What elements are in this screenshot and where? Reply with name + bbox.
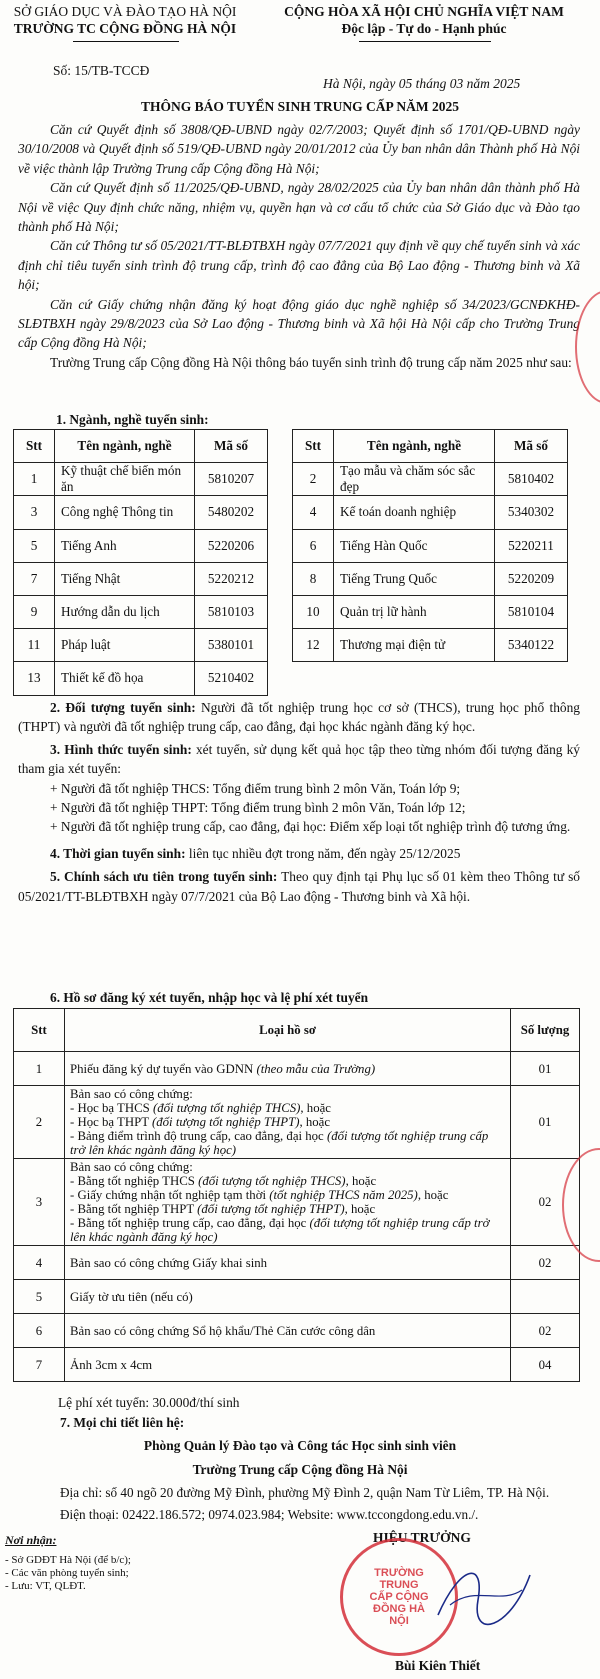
type-text: - Học bạ THPT — [70, 1115, 152, 1129]
section-2-text: Người đã tốt nghiệp trung học cơ sở (THCS), trung học phổ thông (THPT) và người đã tốt nghiệp trung cấp, cao đẳng, đại học khác ngành đăng ký học. — [18, 700, 580, 735]
section-3-item: + Người đã tốt nghiệp THCS: Tổng điểm trung bình 2 môn Văn, Toán lớp 9; — [50, 780, 461, 796]
section-4-text: liên tục nhiều đợt trong năm, đến ngày 25/12/2025 — [185, 845, 461, 861]
documents-table — [13, 1008, 580, 1382]
section-4-label: 4. Thời gian tuyển sinh: — [50, 845, 186, 861]
document-number: Số: 15/TB-TCCĐ — [53, 63, 150, 78]
type-cell: Bản sao có công chứng Sổ hộ khẩu/Thẻ Căn cước công dân — [65, 1314, 511, 1348]
type-text: - Bằng tốt nghiệp THCS — [70, 1174, 199, 1188]
type-heading: Bản sao có công chứng: — [70, 1087, 193, 1101]
code-cell: 5810207 — [195, 463, 268, 496]
code-cell: 5220209 — [495, 562, 568, 595]
code-cell: 5380101 — [195, 629, 268, 662]
stt-cell: 5 — [14, 1280, 65, 1314]
type-text: - Bằng tốt nghiệp trung cấp, cao đẳng, đại học — [70, 1216, 310, 1230]
qty-cell: 01 — [511, 1052, 580, 1086]
type-cell — [65, 1052, 511, 1086]
name-cell: Kỹ thuật chế biến món ăn — [55, 463, 195, 496]
code-cell: 5810402 — [495, 463, 568, 496]
contact-school: Trường Trung cấp Cộng đồng Hà Nội — [192, 1462, 408, 1477]
type-note: (đối tượng tốt nghiệp THPT) — [152, 1115, 300, 1129]
recipient-item: - Các văn phòng tuyển sinh; — [5, 1567, 129, 1579]
table-row — [293, 629, 568, 662]
type-cell: Bản sao có công chứng Giấy khai sinh — [65, 1246, 511, 1280]
document-date: Hà Nội, ngày 05 tháng 03 năm 2025 — [323, 76, 521, 91]
application-fee: Lệ phí xét tuyển: 30.000đ/thí sinh — [58, 1395, 240, 1410]
table-row — [14, 496, 268, 529]
section-3-item: + Người đã tốt nghiệp trung cấp, cao đẳng, đại học: Điểm xếp loại tốt nghiệp trình độ tương ứng. — [50, 819, 571, 835]
type-tail: , hoặc — [300, 1101, 331, 1115]
code-cell: 5810103 — [195, 595, 268, 628]
code-cell: 5480202 — [195, 496, 268, 529]
col-name-header: Tên ngành, nghề — [55, 430, 195, 463]
type-heading: Bản sao có công chứng: — [70, 1160, 193, 1174]
country-name: CỘNG HÒA XÃ HỘI CHỦ NGHĨA VIỆT NAM — [284, 4, 564, 19]
preamble-item: Căn cứ Thông tư số 05/2021/TT-BLĐTBXH ngày 07/7/2021 quy định về quy chế tuyển sinh và xác định chỉ tiêu tuyển sinh trình độ trung cấp, trình độ cao đẳng của Bộ Lao động - Thương binh và Xã hội; — [18, 238, 580, 293]
header-right — [248, 3, 600, 37]
type-cell — [65, 1086, 511, 1159]
preamble-item: Căn cứ Quyết định số 11/2025/QĐ-UBND, ngày 28/02/2025 của Ủy ban nhân dân thành phố Hà Nội về việc Quy định chức năng, nhiệm vụ, quyền hạn và cơ cấu tổ chức của Sở Giáo dục và Đào tạo thành phố Hà Nội; — [18, 180, 580, 235]
stt-cell: 2 — [14, 1086, 65, 1159]
school-name: TRƯỜNG TC CỘNG ĐỒNG HÀ NỘI — [13, 21, 237, 36]
table-row — [293, 562, 568, 595]
table-header-row — [293, 430, 568, 463]
section-3 — [18, 740, 580, 779]
stt-cell: 4 — [293, 496, 334, 529]
majors-table-right — [292, 429, 568, 662]
type-tail: , hoặc — [417, 1188, 449, 1202]
name-cell: Thương mại điện tử — [334, 629, 495, 662]
qty-cell: 01 — [511, 1086, 580, 1159]
code-cell: 5220206 — [195, 529, 268, 562]
section-7-heading: 7. Mọi chi tiết liên hệ: — [60, 1415, 185, 1430]
qty-cell: 02 — [511, 1159, 580, 1246]
table-row — [14, 629, 268, 662]
type-text: Phiếu đăng ký dự tuyển vào GDNN — [70, 1061, 257, 1076]
table-row — [14, 1086, 580, 1159]
document-title: THÔNG BÁO TUYỂN SINH TRUNG CẤP NĂM 2025 — [141, 99, 459, 114]
stt-cell: 6 — [293, 529, 334, 562]
col-code-header: Mã số — [495, 430, 568, 463]
table-row — [14, 1246, 580, 1280]
stt-cell: 9 — [14, 595, 55, 628]
table-row — [293, 463, 568, 496]
table-row — [293, 496, 568, 529]
type-tail: , hoặc — [344, 1202, 376, 1216]
section-4 — [18, 844, 580, 863]
qty-cell: 02 — [511, 1246, 580, 1280]
section-5-label: 5. Chính sách ưu tiên trong tuyển sinh: — [50, 869, 278, 885]
recipient-item: - Lưu: VT, QLĐT. — [5, 1580, 86, 1592]
type-note: (đối tượng tốt nghiệp THCS) — [198, 1174, 346, 1188]
code-cell: 5210402 — [195, 662, 268, 695]
table-row — [14, 1280, 580, 1314]
table-row — [14, 1314, 580, 1348]
code-cell: 5220212 — [195, 562, 268, 595]
name-cell: Quản trị lữ hành — [334, 595, 495, 628]
type-line — [70, 1101, 505, 1115]
table-row — [14, 595, 268, 628]
stt-cell: 4 — [14, 1246, 65, 1280]
name-cell: Tiếng Hàn Quốc — [334, 529, 495, 562]
type-note: (đối tượng tốt nghiệp THCS) — [152, 1101, 301, 1115]
section-5 — [18, 867, 580, 906]
col-stt-header: Stt — [14, 1009, 65, 1052]
motto: Độc lập - Tự do - Hạnh phúc — [341, 21, 507, 36]
stt-cell: 7 — [14, 1348, 65, 1382]
intro-text: Trường Trung cấp Cộng đồng Hà Nội thông báo tuyển sinh trình độ trung cấp năm 2025 như sau: — [50, 354, 572, 370]
code-cell: 5340122 — [495, 629, 568, 662]
stt-cell: 8 — [293, 562, 334, 595]
name-cell: Hướng dẫn du lịch — [55, 595, 195, 628]
table-row — [14, 1348, 580, 1382]
seal-text: TRƯỜNG TRUNG CẤP CỘNG ĐỒNG HÀ NỘI — [369, 1567, 429, 1627]
table-row — [14, 1052, 580, 1086]
type-line — [70, 1188, 505, 1202]
name-cell: Tiếng Anh — [55, 529, 195, 562]
col-code-header: Mã số — [195, 430, 268, 463]
preamble-item: Căn cứ Quyết định số 3808/QĐ-UBND ngày 02/7/2003; Quyết định số 1701/QĐ-UBND ngày 30/10/2008 và Quyết định số 519/QĐ-UBND ngày 20/01/2012 của Ủy ban nhân dân Thành phố Hà Nội về việc thành lập Trường Trung cấp Cộng đồng Hà Nội; — [18, 122, 580, 176]
section-3-text: xét tuyển, sử dụng kết quả học tập theo từng nhóm đối tượng đăng ký tham gia xét tuyển: — [18, 741, 580, 777]
type-text: - Học bạ THCS — [70, 1101, 153, 1115]
table-header-row — [14, 430, 268, 463]
type-note: (đối tượng tốt nghiệp trung cấp trở lên khác ngành đăng ký học) — [70, 1216, 490, 1244]
contact-phone-website: Điện thoại: 02422.186.572; 0974.023.984; Website: www.tccongdong.edu.vn./. — [60, 1507, 479, 1522]
type-line — [70, 1202, 505, 1216]
stt-cell: 1 — [14, 1052, 65, 1086]
contact-department: Phòng Quản lý Đào tạo và Công tác Học sinh sinh viên — [143, 1438, 457, 1453]
type-cell: Giấy tờ ưu tiên (nếu có) — [65, 1280, 511, 1314]
signer-name: Bùi Kiên Thiết — [395, 1658, 481, 1673]
sections-2-5 — [18, 698, 580, 906]
stt-cell: 3 — [14, 1159, 65, 1246]
code-cell: 5220211 — [495, 529, 568, 562]
table-row — [293, 595, 568, 628]
type-tail: , hoặc — [345, 1174, 377, 1188]
type-text: - Bảng điểm trình độ trung cấp, cao đẳng, đại học — [70, 1129, 327, 1143]
qty-cell — [511, 1280, 580, 1314]
preamble-item: Căn cứ Giấy chứng nhận đăng ký hoạt động giáo dục nghề nghiệp số 34/2023/GCNĐKHĐ-SLĐTBXH ngày 29/8/2023 của Sở Lao động - Thương binh và Xã hội Hà Nội cấp cho Trường Trung cấp Cộng đồng Hà Nội; — [18, 296, 580, 351]
signature-scribble — [430, 1545, 540, 1640]
stt-cell: 11 — [14, 629, 55, 662]
section-2-label: 2. Đối tượng tuyển sinh: — [50, 700, 196, 715]
contact-address: Địa chỉ: số 40 ngõ 20 đường Mỹ Đình, phường Mỹ Đình 2, quận Nam Từ Liêm, TP. Hà Nội. — [60, 1485, 550, 1500]
recipient-item: - Sở GDĐT Hà Nội (để b/c); — [5, 1554, 131, 1566]
table-row — [14, 1159, 580, 1246]
type-line — [70, 1115, 505, 1129]
type-note: (theo mẫu của Trường) — [256, 1061, 376, 1076]
type-tail: , hoặc — [299, 1115, 331, 1129]
header-left-rule — [73, 41, 179, 42]
type-text: - Giấy chứng nhận tốt nghiệp tạm thời — [70, 1188, 270, 1202]
qty-cell: 02 — [511, 1314, 580, 1348]
stt-cell: 6 — [14, 1314, 65, 1348]
stt-cell: 10 — [293, 595, 334, 628]
code-cell: 5340302 — [495, 496, 568, 529]
name-cell: Tiếng Trung Quốc — [334, 562, 495, 595]
section-6-heading: 6. Hồ sơ đăng ký xét tuyển, nhập học và lệ phí xét tuyển — [50, 990, 369, 1005]
type-line — [70, 1129, 505, 1157]
preamble — [18, 120, 580, 372]
section-3-item: + Người đã tốt nghiệp THPT: Tổng điểm trung bình 2 môn Văn, Toán lớp 12; — [50, 800, 466, 816]
section-1-heading: 1. Ngành, nghề tuyển sinh: — [56, 412, 209, 427]
name-cell: Thiết kế đồ họa — [55, 662, 195, 695]
table-row — [14, 463, 268, 496]
col-stt-header: Stt — [293, 430, 334, 463]
col-type-header: Loại hồ sơ — [65, 1009, 511, 1052]
col-name-header: Tên ngành, nghề — [334, 430, 495, 463]
col-qty-header: Số lượng — [511, 1009, 580, 1052]
stt-cell: 12 — [293, 629, 334, 662]
recipients-heading: Nơi nhận: — [5, 1533, 57, 1547]
stt-cell: 7 — [14, 562, 55, 595]
type-note: (tốt nghiệp THCS năm 2025) — [269, 1188, 418, 1202]
header-left — [0, 3, 250, 37]
type-line — [70, 1216, 505, 1244]
qty-cell: 04 — [511, 1348, 580, 1382]
table-row — [14, 662, 268, 695]
majors-table-left — [13, 429, 268, 696]
section-3-label: 3. Hình thức tuyển sinh: — [50, 741, 192, 757]
table-row — [293, 529, 568, 562]
table-row — [14, 562, 268, 595]
type-cell: Ảnh 3cm x 4cm — [65, 1348, 511, 1382]
stt-cell: 5 — [14, 529, 55, 562]
table-header-row — [14, 1009, 580, 1052]
table-row — [14, 529, 268, 562]
col-stt-header: Stt — [14, 430, 55, 463]
code-cell: 5810104 — [495, 595, 568, 628]
type-text: - Bằng tốt nghiệp THPT — [70, 1202, 198, 1216]
section-2 — [18, 698, 580, 737]
stt-cell: 2 — [293, 463, 334, 496]
type-note: (đối tượng tốt nghiệp THPT) — [197, 1202, 345, 1216]
name-cell: Công nghệ Thông tin — [55, 496, 195, 529]
type-line — [70, 1174, 505, 1188]
type-cell — [65, 1159, 511, 1246]
stt-cell: 1 — [14, 463, 55, 496]
signer-title: HIỆU TRƯỞNG — [373, 1530, 471, 1545]
recipients-list — [5, 1554, 131, 1593]
name-cell: Pháp luật — [55, 629, 195, 662]
header-right-rule — [359, 41, 491, 42]
name-cell: Tiếng Nhật — [55, 562, 195, 595]
stt-cell: 13 — [14, 662, 55, 695]
authority-name: SỞ GIÁO DỤC VÀ ĐÀO TẠO HÀ NỘI — [13, 4, 237, 19]
name-cell: Tạo mẫu và chăm sóc sắc đẹp — [334, 463, 495, 496]
type-note: (đối tượng tốt nghiệp trung cấp trở lên khác ngành đăng ký học) — [70, 1129, 489, 1157]
name-cell: Kế toán doanh nghiệp — [334, 496, 495, 529]
stt-cell: 3 — [14, 496, 55, 529]
section-5-text: Theo quy định tại Phụ lục số 01 kèm theo Thông tư số 05/2021/TT-BLĐTBXH ngày 07/7/2021 của Bộ Lao động - Thương binh và Xã hội. — [18, 869, 580, 904]
